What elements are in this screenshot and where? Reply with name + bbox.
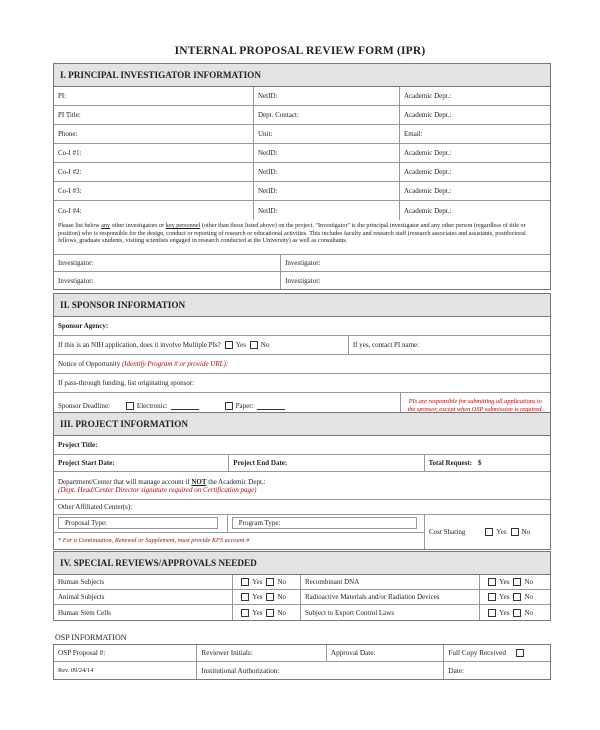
investigator-field[interactable]: Investigator: (54, 272, 281, 289)
phone-field-1[interactable]: Phone: (54, 125, 254, 143)
pi-field-1[interactable]: PI: (54, 87, 254, 105)
review-yes-checkbox[interactable] (488, 578, 496, 586)
contact-pi-name-field[interactable]: If yes, contact PI name: (352, 341, 420, 349)
review-item-label: Subject to Export Control Laws (301, 605, 480, 620)
cost-sharing-yes-checkbox[interactable] (485, 528, 493, 536)
section-heading: III. PROJECT INFORMATION (54, 413, 550, 436)
review-yes-checkbox[interactable] (241, 609, 249, 617)
review-no-checkbox[interactable] (266, 609, 274, 617)
investigator-field[interactable]: Investigator: (285, 276, 321, 285)
project-end-date-field[interactable]: Project End Date: (229, 455, 424, 471)
approval-date-field[interactable]: Approval Date: (327, 645, 445, 661)
sponsor-deadline-row: Sponsor Deadline: Electronic: Paper: (54, 393, 401, 418)
continuation-note: * For a Continuation, Renewal or Supplement, must provide KFS account # (58, 537, 250, 545)
multiple-pi-yes-checkbox[interactable] (225, 341, 233, 349)
authorization-date-field[interactable]: Date: (448, 666, 464, 675)
pass-through-sponsor-field[interactable]: If pass-through funding, list originating sponsor: (58, 379, 195, 387)
co-i-1-field-3[interactable]: Academic Dept.: (404, 149, 452, 157)
institutional-authorization-field[interactable]: Institutional Authorization: (197, 662, 444, 679)
review-yes-checkbox[interactable] (488, 593, 496, 601)
affiliated-centers-field[interactable]: Other Affiliated Center(s): (58, 503, 133, 511)
managing-department-field[interactable]: Department/Center that will manage account if NOT the Academic Dept.: (Dept. Head/Center Director signature required on Certification page) (58, 477, 266, 494)
co-i-2-field-2[interactable]: NetID: (254, 163, 400, 181)
total-request-field[interactable]: Total Request: $ (428, 459, 482, 467)
reviewer-initials-field[interactable]: Reviewer Initials: (197, 645, 326, 661)
co-i-3-field-3[interactable]: Academic Dept.: (404, 187, 452, 195)
review-yes-checkbox[interactable] (241, 593, 249, 601)
revision-date: Rev. 09/24/14 (54, 662, 197, 679)
osp-information-label: OSP INFORMATION (55, 633, 127, 642)
review-no-checkbox[interactable] (266, 578, 274, 586)
co-i-4-field-1[interactable]: Co-I #4: (54, 201, 254, 220)
section-heading: II. SPONSOR INFORMATION (54, 294, 550, 317)
proposal-type-field[interactable]: Proposal Type: (58, 517, 218, 529)
co-i-4-field-2[interactable]: NetID: (254, 201, 400, 220)
full-copy-received-checkbox[interactable] (516, 649, 524, 657)
form-title: INTERNAL PROPOSAL REVIEW FORM (IPR) (174, 45, 426, 57)
review-yes-checkbox[interactable] (241, 578, 249, 586)
review-yes-no: Yes No (233, 590, 301, 604)
pi-title-field-1[interactable]: PI Title: (54, 106, 254, 124)
paper-checkbox[interactable] (225, 402, 233, 410)
review-yes-no: Yes No (480, 575, 550, 589)
review-item-label: Recombinant DNA (301, 575, 480, 589)
co-i-2-field-1[interactable]: Co-I #2: (54, 163, 254, 181)
review-item-label: Radioactive Materials and/or Radiation Devices (301, 590, 480, 604)
osp-information-table (53, 644, 551, 680)
multiple-pi-question: If this is an NIH application, does it involve Multiple PIs? Yes No (54, 336, 349, 354)
project-start-date-field[interactable]: Project Start Date: (54, 455, 229, 471)
review-yes-no: Yes No (233, 605, 301, 620)
cost-sharing-row: Cost Sharing Yes No (429, 528, 531, 536)
investigator-instructions: Please list below any other investigators or key personnel (other than those listed above) on the project. "Investigator" is the principal investigator and any other person (regardless of title or position) who is responsible for the design, conduct or reporting of research or educational activities. This includes faculty and research staff (research associates and assistants, postdoctoral fellows, graduate students, visiting scientists engaged in research conducted at the University) as well as consultants. (54, 220, 550, 255)
section-special-reviews (53, 551, 551, 621)
pi-responsibility-note: PIs are responsible for submitting all applications to the sponsor, except when OSP submission is required. (407, 397, 543, 413)
review-item-label: Animal Subjects (54, 590, 233, 604)
pi-field-2[interactable]: NetID: (254, 87, 400, 105)
review-yes-checkbox[interactable] (488, 609, 496, 617)
electronic-checkbox[interactable] (126, 402, 134, 410)
phone-field-3[interactable]: Email: (404, 130, 423, 138)
review-item-label: Human Stem Cells (54, 605, 233, 620)
review-yes-no: Yes No (480, 590, 550, 604)
review-item-label: Human Subjects (54, 575, 233, 589)
review-no-checkbox[interactable] (513, 609, 521, 617)
sponsor-agency-field[interactable]: Sponsor Agency: (58, 322, 109, 330)
review-no-checkbox[interactable] (513, 578, 521, 586)
section-project-info (53, 412, 551, 550)
cost-sharing-no-checkbox[interactable] (511, 528, 519, 536)
co-i-3-field-1[interactable]: Co-I #3: (54, 182, 254, 200)
section-pi-info (53, 63, 551, 290)
co-i-1-field-2[interactable]: NetID: (254, 144, 400, 162)
co-i-4-field-3[interactable]: Academic Dept.: (404, 206, 452, 215)
section-heading: I. PRINCIPAL INVESTIGATOR INFORMATION (54, 64, 550, 87)
phone-field-2[interactable]: Unit: (254, 125, 400, 143)
review-no-checkbox[interactable] (266, 593, 274, 601)
full-copy-received: Full Copy Received (444, 645, 550, 661)
section-heading: IV. SPECIAL REVIEWS/APPROVALS NEEDED (54, 552, 550, 575)
co-i-2-field-3[interactable]: Academic Dept.: (404, 168, 452, 176)
co-i-3-field-2[interactable]: NetID: (254, 182, 400, 200)
osp-proposal-number-field[interactable]: OSP Proposal #: (54, 645, 197, 661)
section-sponsor-info (53, 293, 551, 419)
review-no-checkbox[interactable] (513, 593, 521, 601)
review-yes-no: Yes No (233, 575, 301, 589)
pi-field-3[interactable]: Academic Dept.: (404, 92, 452, 100)
program-type-field[interactable]: Program Type: (232, 517, 417, 529)
multiple-pi-no-checkbox[interactable] (250, 341, 258, 349)
pi-title-field-3[interactable]: Academic Dept.: (404, 111, 452, 119)
investigator-field[interactable]: Investigator: (54, 255, 281, 271)
review-yes-no: Yes No (480, 605, 550, 620)
notice-of-opportunity-field[interactable]: Notice of Opportunity (Identify Program # or provide URL): (58, 360, 229, 368)
investigator-field[interactable]: Investigator: (285, 259, 321, 267)
project-title-field[interactable]: Project Title: (58, 441, 98, 449)
pi-title-field-2[interactable]: Dept. Contact: (254, 106, 400, 124)
co-i-1-field-1[interactable]: Co-I #1: (54, 144, 254, 162)
